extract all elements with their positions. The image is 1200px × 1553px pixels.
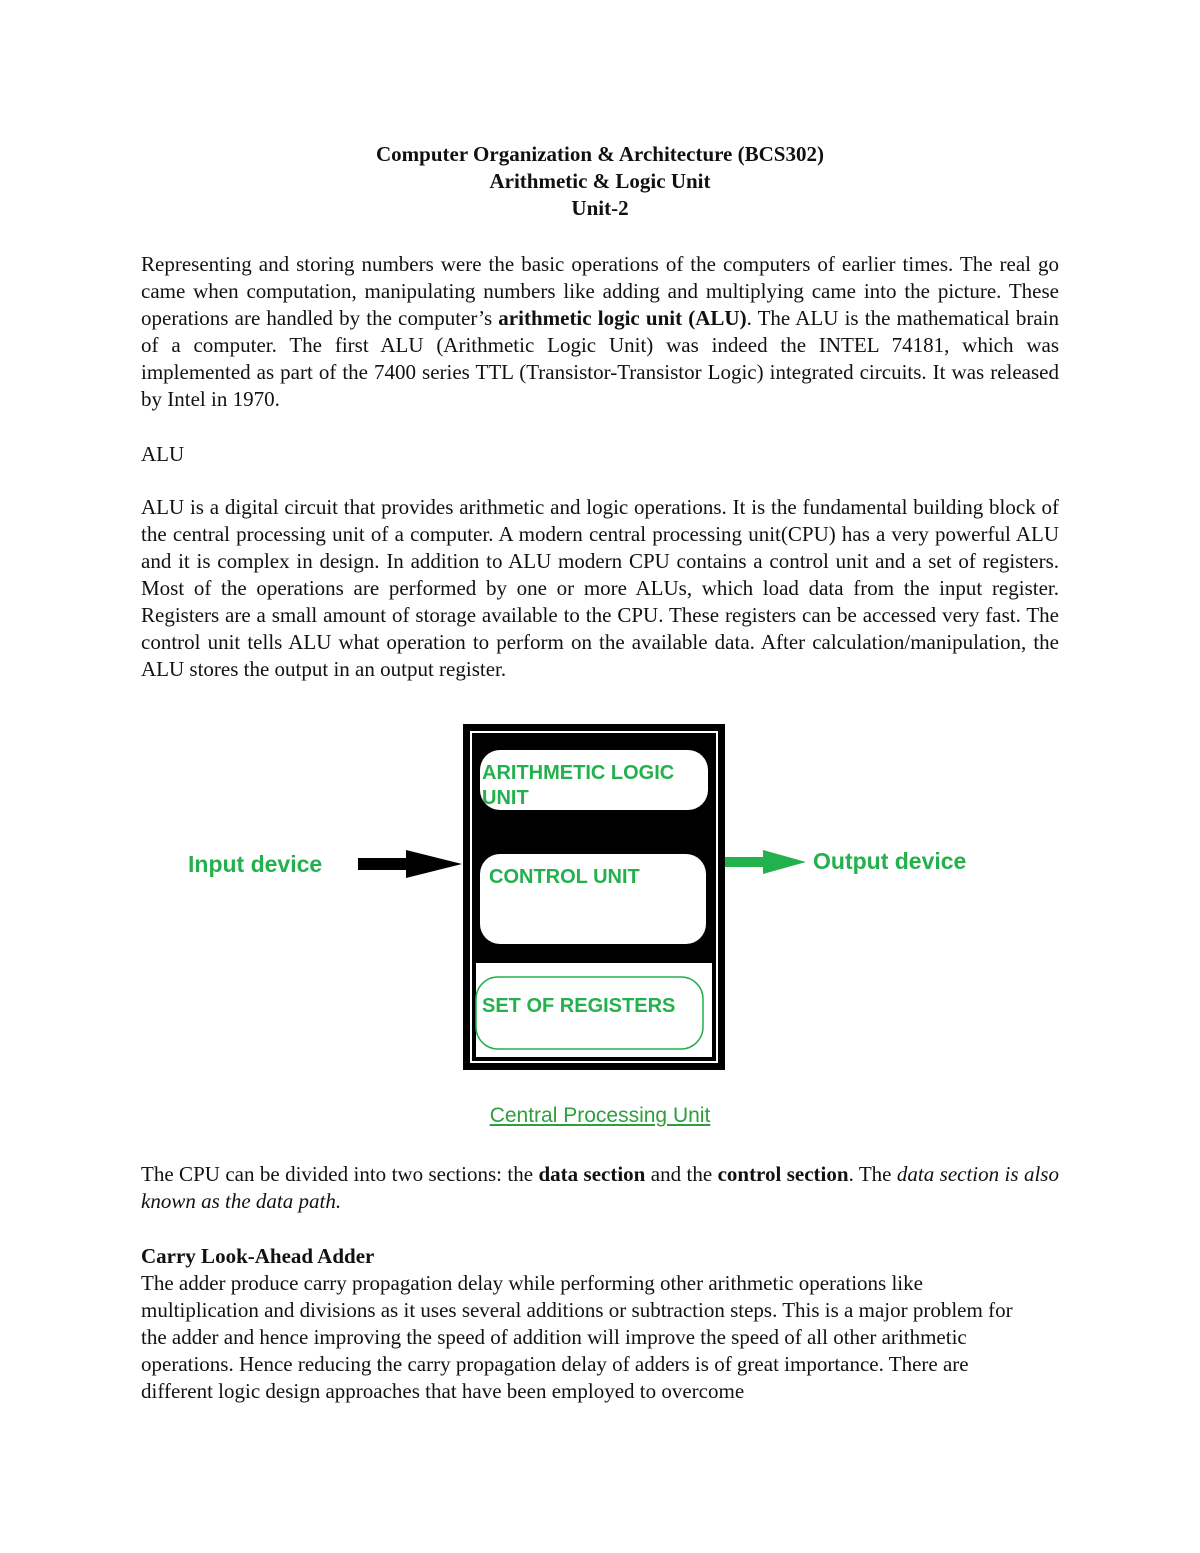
course-title: Computer Organization & Architecture (BCS302) [376,142,824,166]
intro-paragraph [141,251,1059,413]
unit-title: Unit-2 [571,196,629,220]
cla-paragraph: The adder produce carry propagation delay while performing other arithmetic operations like multiplication and divisions as it uses several additions or subtraction steps. This is a major problem for the adder and hence improving the speed of addition will improve the speed of all other arithmetic operations. Hence reducing the carry propagation delay of adders is of great importance. There are different logic design approaches that have been employed to overcome [141,1271,1013,1403]
cpu-text-1: The CPU can be divided into two sections: the [141,1162,539,1186]
document-header [0,141,1200,222]
cla-heading: Carry Look-Ahead Adder [141,1244,375,1268]
input-device-label: Input device [188,851,323,877]
intro-bold: arithmetic logic unit (ALU) [498,306,747,330]
cpu-bold-data-section: data section [538,1162,646,1186]
alu-label-line1: ARITHMETIC LOGIC [482,762,675,784]
registers-label: SET OF REGISTERS [482,995,676,1017]
cpu-bold-control-section: control section [717,1162,849,1186]
cpu-text-2: and the [645,1162,718,1186]
intro-text-1: Representing and storing numbers were the basic operations of the computers of earlier times. The real go came when computation, manipulating numbers like adding and multiplying came into the picture. These operations are handled by the computer’s [141,252,1059,330]
output-device-label: Output device [813,848,967,874]
topic-title: Arithmetic & Logic Unit [489,169,711,193]
diagram-caption: Central Processing Unit [489,1104,711,1127]
cpu-diagram [0,720,1200,1140]
alu-heading: ALU [141,442,185,466]
cpu-italic-data-path: data section is also known as the data path. [141,1162,1059,1213]
input-arrow-shaft [358,858,410,870]
intro-text-2: . The ALU is the mathematical brain of a computer. The first ALU (Arithmetic Logic Unit) was indeed the INTEL 74181, which was implemented as part of the 7400 series TTL (Transistor-Transistor Logic) integrated circuits. It was released by Intel in 1970. [141,306,1059,411]
cpu-sections-paragraph [141,1161,1059,1215]
cpu-text-3: . The [848,1162,897,1186]
alu-label-line2: UNIT [482,787,529,809]
output-arrow-shaft [725,857,767,867]
input-arrow-head [406,850,462,878]
alu-paragraph: ALU is a digital circuit that provides arithmetic and logic operations. It is the fundamental building block of the central processing unit of a computer. A modern central processing unit(CPU) has a very powerful ALU and it is complex in design. In addition to ALU modern CPU contains a control unit and a set of registers. Most of the operations are performed by one or more ALUs, which load data from the input register. Registers are a small amount of storage available to the CPU. These registers can be accessed very fast. The control unit tells ALU what operation to perform on the available data. After calculation/manipulation, the ALU stores the output in an output register. [141,495,1059,681]
output-arrow-head [763,850,806,874]
control-unit-label: CONTROL UNIT [489,866,640,888]
